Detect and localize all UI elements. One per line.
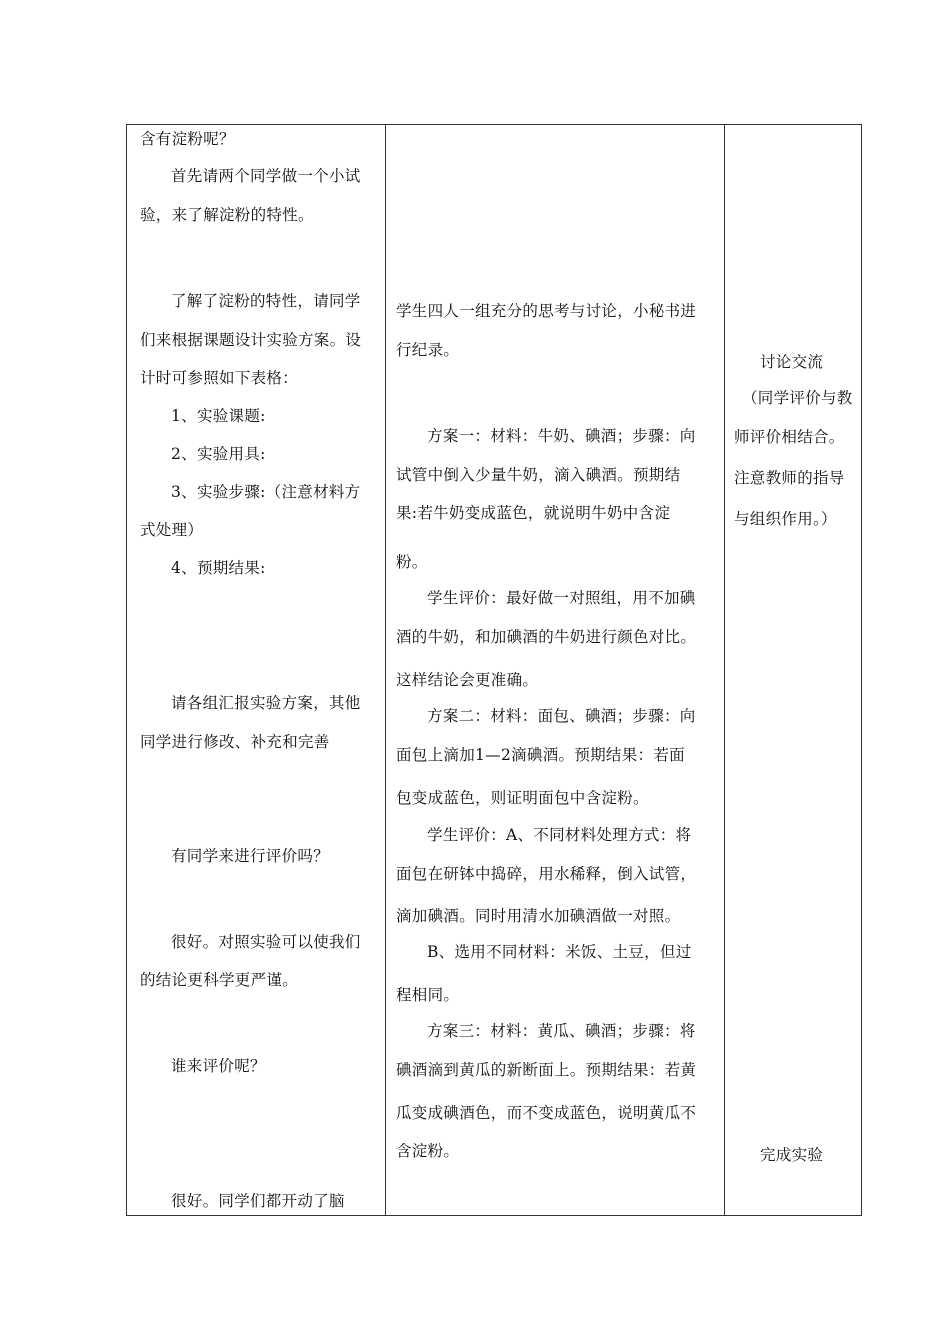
teacher-text-line: 请各组汇报实验方案，其他 [171,694,361,712]
teacher-text-line: 验，来了解淀粉的特性。 [140,206,314,224]
student-text-line: 面包上滴加1—2滴碘酒。预期结果：若面 [396,746,685,764]
teacher-text-line: 们来根据课题设计实验方案。设 [140,331,362,349]
student-text-line: 方案二：材料：面包、碘酒；步骤：向 [427,707,696,725]
student-text-line: 果:若牛奶变成蓝色，就说明牛奶中含淀 [396,504,671,522]
teacher-text-line: 很好。对照实验可以使我们 [171,933,361,951]
column-divider-1 [385,125,386,1215]
student-text-line: 方案三：材料：黄瓜、碘酒；步骤：将 [427,1022,696,1040]
intent-text-line: 与组织作用。） [734,510,837,528]
teacher-text-line: 首先请两个同学做一个小试 [171,167,361,185]
intent-text-line: 注意教师的指导 [734,469,845,487]
teacher-text-line: 式处理） [140,521,204,539]
student-text-line: 学生评价：A、不同材料处理方式：将 [427,826,692,844]
student-text-line: B、选用不同材料：米饭、土豆，但过 [427,943,692,961]
student-text-line: 方案一：材料：牛奶、碘酒；步骤：向 [427,427,696,445]
teacher-text-line: 含有淀粉呢？ [140,130,235,148]
student-text-line: 瓜变成碘酒色，而不变成蓝色，说明黄瓜不 [396,1104,697,1122]
column-divider-2 [724,125,725,1215]
teacher-text-line: 4、预期结果: [171,559,266,577]
student-text-line: 碘酒滴到黄瓜的新断面上。预期结果：若黄 [396,1061,697,1079]
intent-text-line: 完成实验 [760,1146,824,1164]
intent-text-line: 师评价相结合。 [734,428,845,446]
student-text-line: 试管中倒入少量牛奶，滴入碘酒。预期结 [396,466,681,484]
student-text-line: 学生四人一组充分的思考与讨论，小秘书进 [396,302,697,320]
student-text-line: 包变成蓝色，则证明面包中含淀粉。 [396,789,649,807]
student-text-line: 这样结论会更准确。 [396,671,539,689]
student-text-line: 酒的牛奶，和加碘酒的牛奶进行颜色对比。 [396,628,697,646]
student-text-line: 程相同。 [396,986,460,1004]
teacher-text-line: 2、实验用具: [171,445,266,463]
student-text-line: 粉。 [396,553,428,571]
teacher-text-line: 3、实验步骤:（注意材料方 [171,483,361,501]
teacher-text-line: 很好。同学们都开动了脑 [171,1192,345,1210]
teacher-text-line: 了解了淀粉的特性，请同学 [171,292,361,310]
student-text-line: 学生评价：最好做一对照组，用不加碘 [427,589,696,607]
teacher-text-line: 有同学来进行评价吗？ [171,847,330,865]
teacher-text-line: 同学进行修改、补充和完善 [140,733,330,751]
teacher-text-line: 1、实验课题: [171,407,266,425]
student-text-line: 行纪录。 [396,341,460,359]
teacher-text-line: 的结论更科学更严谨。 [140,971,299,989]
teacher-text-line: 谁来评价呢？ [171,1057,266,1075]
student-text-line: 含淀粉。 [396,1142,460,1160]
student-text-line: 滴加碘酒。同时用清水加碘酒做一对照。 [396,907,681,925]
student-text-line: 面包在研钵中捣碎，用水稀释，倒入试管， [396,865,697,883]
intent-text-line: （同学评价与教 [742,389,853,407]
intent-text-line: 讨论交流 [760,353,824,371]
teacher-text-line: 计时可参照如下表格： [140,369,299,387]
